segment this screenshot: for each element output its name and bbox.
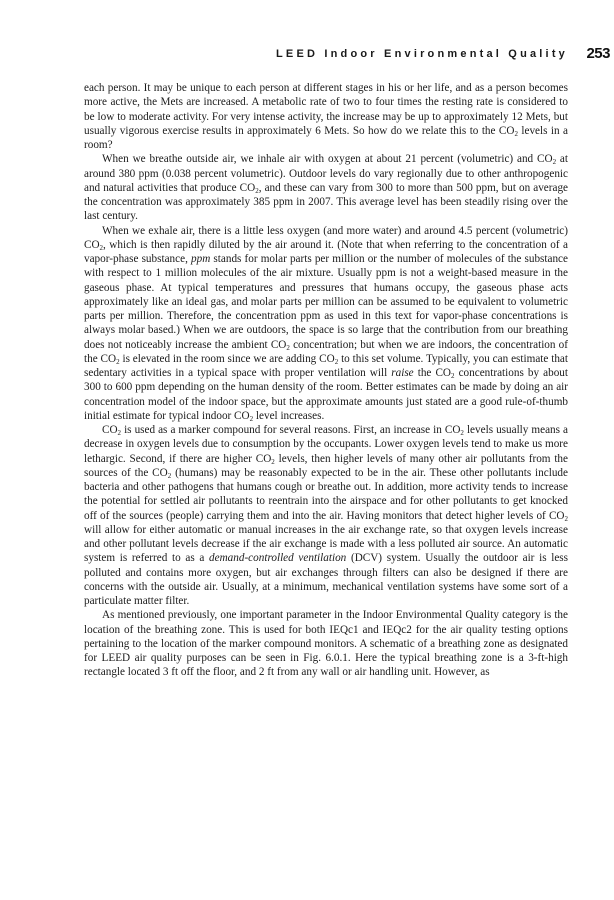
page-number: 253	[586, 45, 610, 62]
paragraph-4: $CO_2$ is used as a marker compound for several reasons. First, an increase in $CO_2$ levels usually means a decrease in oxygen levels due to consumption by the occupants. Lower oxygen levels tend to make us more lethargic. Second, if there are higher $CO_2$ levels, then higher levels of many other air pollutants from the sources of the $CO_2$ (humans) may be reasonably expected to be in the air. These other pollutants include bacteria and other pathogens that humans cough or breathe out. In addition, more activity tends to increase the potential for settled air pollutants to reentrain into the airspace and for other pollutants to get knocked off of the sources (people) carrying them and into the air. Having monitors that detect higher levels of $CO_2$ will allow for either automatic or manual increases in the air exchange rate, so that oxygen levels increase and other pollutant levels decrease if the air exchange is made with a less polluted air source. An automatic system is referred to as a demand-controlled ventilation (DCV) system. Usually the outdoor air is less polluted and contains more oxygen, but air exchanges through filters can also be designed if there are concerns with the outside air. Usually, at a minimum, mechanical ventilation systems have some sort of a particulate matter filter.	[84, 424, 569, 607]
paragraph-2: When we breathe outside air, we inhale air with oxygen at about 21 percent (volumetric) and $CO_2$ at around 380 ppm (0.038 percent volumetric). Outdoor levels do vary regionally due to other anthropogenic and natural activities that produce $CO_2$, and these can vary from 300 to more than 500 ppm, but on average the concentration was approximately 385 ppm in 2007. This average level has been steadily rising over the last century.	[84, 153, 568, 223]
body-text	[84, 81, 568, 680]
page-header	[0, 44, 614, 66]
running-head: LEED Indoor Environmental Quality	[275, 48, 568, 60]
paragraph-1: each person. It may be unique to each person at different stages in his or her life, and as a person becomes more active, the Mets are increased. A metabolic rate of two to four times the resting rate is considered to be low to moderate activity. For very intense activity, the increase may be up to approximately 12 Mets, but usually vigorous exercise results in approximately 6 Mets. So how do we relate this to the $CO_2$ levels in a room?	[84, 82, 569, 151]
paragraph-3: When we exhale air, there is a little less oxygen (and more water) and around 4.5 percent (volumetric) $CO_2$, which is then rapidly diluted by the air around it. (Note that when referring to the concentration of a vapor-phase substance, ppm stands for molar parts per million or the number of molecules of the substance with respect to 1 million molecules of the air mixture. Usually ppm is not a weight-based measure in the gaseous phase. At typical temperatures and pressures that humans occupy, the gaseous phase acts approximately like an ideal gas, and molar parts per million can be assumed to be equivalent to volumetric parts per million. Therefore, the concentration ppm as used in this text for vapor-phase concentrations is always molar based.) When we are outdoors, the space is so large that the contribution from our breathing does not noticeably increase the ambient $CO_2$ concentration; but when we are indoors, the concentration of the $CO_2$ is elevated in the room since we are adding $CO_2$ to this set volume. Typically, you can estimate that sedentary activities in a typical space with proper ventilation will raise the $CO_2$ concentrations by about 300 to 600 ppm depending on the human density of the room. Better estimates can be made by doing an air concentration model of the indoor space, but the approximate amounts just stated are a good rule-of-thumb initial estimate for typical indoor $CO_2$ level increases.	[84, 224, 568, 423]
paragraph-5: As mentioned previously, one important parameter in the Indoor Environmental Quality category is the location of the breathing zone. This is used for both IEQc1 and IEQc2 for the air quality testing options pertaining to the location of the marker compound monitors. A schematic of a breathing zone as designated for LEED air quality purposes can be seen in Fig. 6.0.1. Here the typical breathing zone is a 3-ft-high rectangle located 3 ft off the floor, and 2 ft from any wall or air handling unit. However, as	[84, 609, 568, 679]
